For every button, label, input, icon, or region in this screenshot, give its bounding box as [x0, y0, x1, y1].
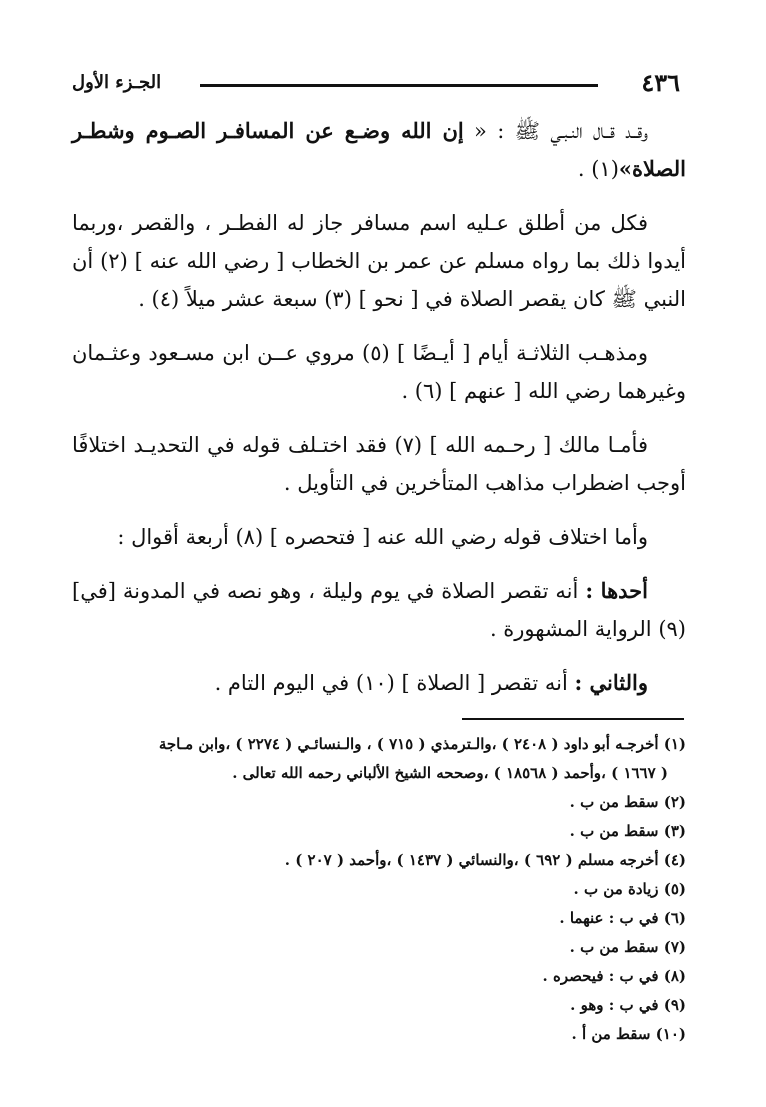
paragraph-5: وأما اختلاف قوله رضي الله عنه [ فتحصره ] (٨) أربعة أقوال : — [117, 525, 648, 549]
header-rule — [200, 84, 598, 87]
page-number: ٤٣٦ — [641, 68, 680, 97]
paragraph-4: فأمـا مالك [ رحـمه الله ] (٧) فقد اختـلف قوله في التحديـد اختلافًا أوجب اضطراب مذاهب المتأخرين في التأويل . — [72, 433, 686, 495]
footnote-7: (٧) سقط من ب . — [569, 938, 686, 956]
footnote-separator — [462, 718, 684, 720]
second-opinion-text: أنه تقصر [ الصلاة ] (١٠) في اليوم التام . — [214, 671, 575, 695]
hadith-close-quote: » — [618, 156, 633, 181]
footnote-1: (١) أخرجـه أبو داود ( ٢٤٠٨ ) ،والـترمذي ( ٧١٥ ) ، والـنسائـي ( ٢٢٧٤ ) ،وابن مـاجة — [158, 735, 686, 753]
footnote-3: (٣) سقط من ب . — [569, 822, 686, 840]
paragraph-6 — [72, 572, 686, 648]
main-text — [72, 112, 686, 718]
running-title: الجـزء الأول — [72, 72, 162, 93]
footnote-9: (٩) في ب : وهو . — [570, 996, 686, 1014]
first-opinion-text: أنه تقصر الصلاة في يوم وليلة ، وهو نصه في المدونة [في](٩) الرواية المشهورة . — [72, 579, 686, 641]
footnote-10: (١٠) سقط من أ . — [571, 1025, 686, 1043]
page-header — [72, 68, 680, 98]
footnote-ref: (١) — [591, 157, 619, 181]
footnotes — [72, 730, 686, 1049]
paragraph-7 — [72, 664, 686, 702]
paragraph-1 — [72, 112, 686, 188]
footnote-1-continued: ( ١٦٦٧ ) ،وأحمد ( ١٨٥٦٨ ) ،وصححه الشيخ الألباني رحمه الله تعالى . — [232, 764, 668, 782]
first-opinion-label: أحدها : — [585, 578, 648, 603]
footnote-4: (٤) أخرجه مسلم ( ٦٩٢ ) ،والنسائي ( ١٤٣٧ ) ،وأحمد ( ٢٠٧ ) . — [284, 851, 686, 869]
paragraph-3: ومذهـب الثلاثـة أيام [ أيـضًا ] (٥) مروي عــن ابن مسـعود وعثـمان وغيرهما رضي الله [ عنهم ] (٦) . — [72, 341, 686, 403]
footnote-5: (٥) زيادة من ب . — [573, 880, 686, 898]
footnote-6: (٦) في ب : عنهما . — [559, 909, 686, 927]
second-opinion-label: والثاني : — [574, 670, 648, 695]
footnote-8: (٨) في ب : فيحصره . — [542, 967, 686, 985]
footnote-2: (٢) سقط من ب . — [569, 793, 686, 811]
p1-end: . — [577, 157, 592, 181]
hadith-text: إن الله وضـع عن المسافـر الصـوم وشطـر الصلاة — [72, 118, 686, 181]
paragraph-2: فكل من أطلق عـليه اسم مسافر جاز له الفطـر ، والقصر ،وربما أيدوا ذلك بما رواه مسلم عن عمر بن الخطاب [ رضي الله عنه ] (٢) أن النبي ﷺ كان يقصر الصلاة في [ نحو ] (٣) سبعة عشر ميلاً (٤) . — [72, 211, 687, 311]
p1-intro: وقــد قــال النـبـي ﷺ : « — [463, 119, 648, 143]
